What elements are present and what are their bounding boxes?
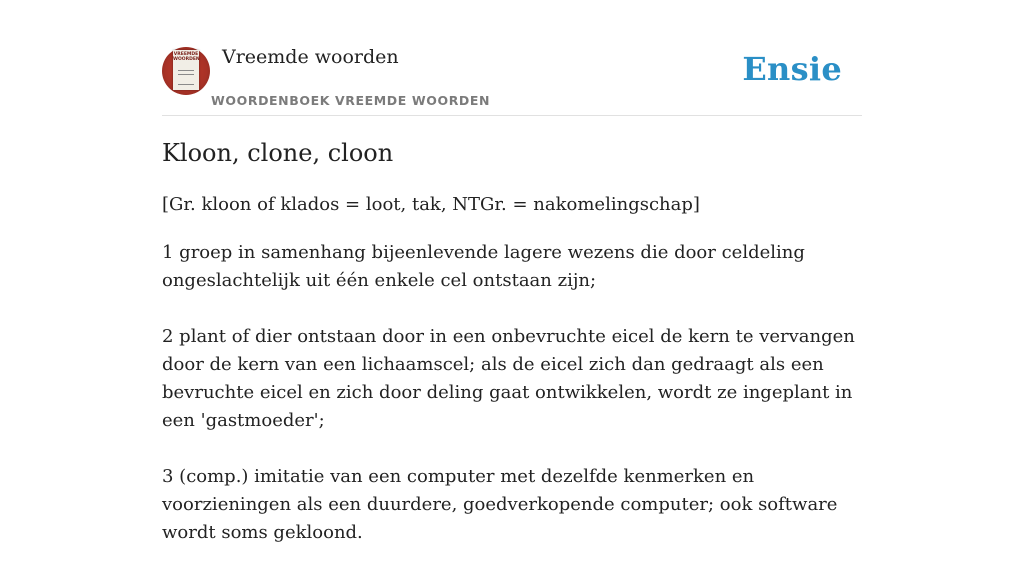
book-cover-line — [178, 84, 194, 85]
blog-avatar[interactable] — [162, 47, 210, 95]
article-etymology: [Gr. kloon of klados = loot, tak, NTGr. = nakomelingschap] — [162, 194, 700, 215]
blog-name-link[interactable]: Vreemde woorden — [222, 46, 399, 68]
article-body — [162, 239, 872, 575]
book-cover-icon — [173, 50, 199, 90]
page-container — [162, 0, 862, 543]
definition-item: 2 plant of dier ontstaan door in een onbevruchte eicel de kern te vervangen door de kern van een lichaamscel; als de eicel zich dan gedraagt als een bevruchte eicel en zich door deling gaat ontwikkelen, wordt ze ingeplant in een 'gastmoeder'; — [162, 326, 855, 431]
header — [162, 0, 862, 116]
article-title: Kloon, clone, cloon — [162, 139, 394, 167]
book-cover-line — [178, 70, 194, 71]
book-cover-title: VREEMDE WOORDEN — [173, 52, 200, 62]
definition-item: 1 groep in samenhang bijeenlevende lagere wezens die door celdeling ongeslachtelijk uit één enkele cel ontstaan zijn; — [162, 242, 805, 291]
book-cover-line — [178, 74, 194, 75]
ensie-logo[interactable]: Ensie — [742, 50, 842, 88]
definition-item: 3 (comp.) imitatie van een computer met dezelfde kenmerken en voorzieningen als een duurdere, goedverkopende computer; ook software wordt soms gekloond. — [162, 466, 838, 543]
blog-subtitle: WOORDENBOEK VREEMDE WOORDEN — [211, 93, 491, 108]
